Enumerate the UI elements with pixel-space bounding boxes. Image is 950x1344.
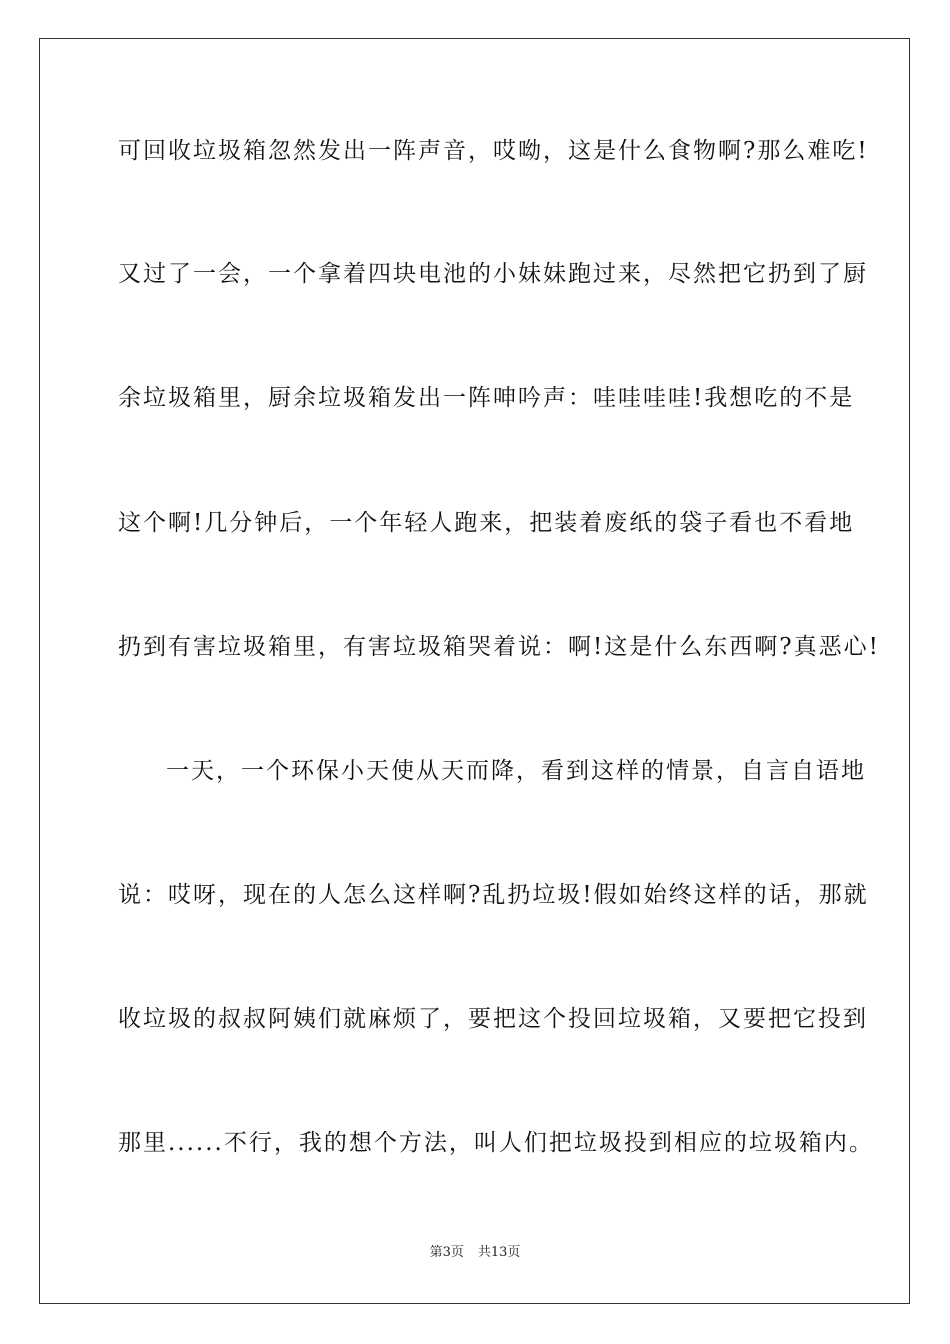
text-line-4: 这个啊!几分钟后，一个年轻人跑来，把装着废纸的袋子看也不看地 — [118, 510, 855, 536]
text-line-2: 又过了一会，一个拿着四块电池的小妹妹跑过来，尽然把它扔到了厨 — [118, 261, 868, 287]
page-number: 第3页 — [429, 1245, 464, 1260]
page-footer — [0, 1244, 950, 1262]
page-frame — [39, 38, 910, 1304]
text-line-3: 余垃圾箱里，厨余垃圾箱发出一阵呻吟声：哇哇哇哇!我想吃的不是 — [118, 385, 855, 411]
text-line-5: 扔到有害垃圾箱里，有害垃圾箱哭着说：啊!这是什么东西啊?真恶心! — [118, 634, 880, 660]
text-line-6-indented: 一天，一个环保小天使从天而降，看到这样的情景，自言自语地 — [166, 758, 866, 784]
text-line-9: 那里......不行，我的想个方法，叫人们把垃圾投到相应的垃圾箱内。 — [118, 1130, 874, 1156]
text-line-1: 可回收垃圾箱忽然发出一阵声音，哎呦，这是什么食物啊?那么难吃! — [118, 138, 869, 164]
text-line-8: 收垃圾的叔叔阿姨们就麻烦了，要把这个投回垃圾箱，又要把它投到 — [118, 1006, 868, 1032]
page-total: 共13页 — [477, 1245, 521, 1260]
text-line-7: 说：哎呀，现在的人怎么这样啊?乱扔垃圾!假如始终这样的话，那就 — [118, 882, 869, 908]
